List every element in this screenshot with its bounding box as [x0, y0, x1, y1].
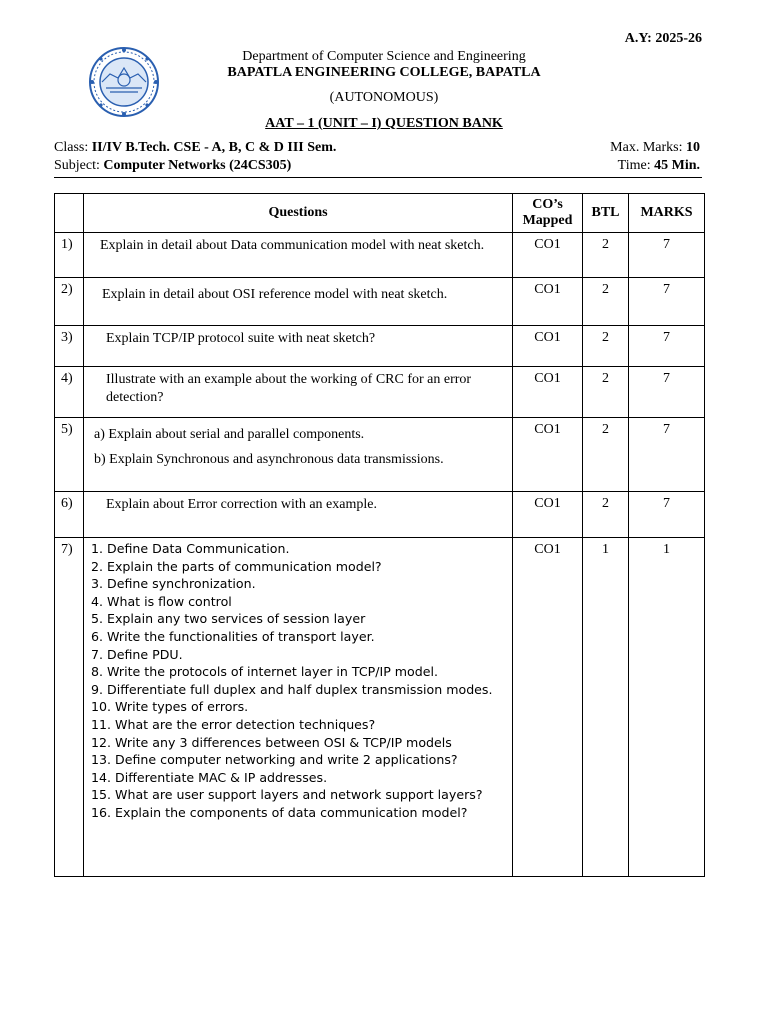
department-name: Department of Computer Science and Engineering [242, 49, 526, 64]
table-row [55, 492, 705, 538]
table-row [55, 326, 705, 367]
list-item: 10. Write types of errors. [91, 699, 249, 715]
question-text: Explain TCP/IP protocol suite with neat sketch? [84, 326, 513, 367]
table-row [55, 278, 705, 326]
marks: 7 [629, 367, 705, 418]
subject-label: Subject: [54, 158, 104, 173]
table-row [55, 367, 705, 418]
class-label: Class: [54, 140, 92, 155]
question-number: 7) [55, 538, 84, 877]
list-item: 8. Write the protocols of internet layer in TCP/IP model. [91, 664, 439, 680]
list-item: 1. Define Data Communication. [91, 541, 290, 556]
btl-level: 2 [583, 278, 629, 326]
btl-level: 2 [583, 367, 629, 418]
question-text: Explain in detail about Data communication model with neat sketch. [84, 233, 513, 278]
marks: 7 [629, 326, 705, 367]
college-name: BAPATLA ENGINEERING COLLEGE, BAPATLA [227, 65, 541, 80]
header-co-line2: Mapped [522, 213, 573, 228]
question-text: Illustrate with an example about the working of CRC for an error detection? [84, 367, 513, 418]
list-item: 2. Explain the parts of communication model? [91, 558, 382, 574]
btl-level: 2 [583, 233, 629, 278]
header-divider [54, 177, 702, 178]
time-label: Time: [617, 158, 655, 173]
list-item: 13. Define computer networking and write 2 applications? [91, 752, 458, 768]
subject-row [54, 158, 700, 174]
marks: 7 [629, 278, 705, 326]
header-questions: Questions [84, 194, 513, 233]
list-item: 4. What is flow control [91, 593, 232, 609]
table-header-row [55, 194, 705, 233]
question-number: 1) [55, 233, 84, 278]
time [618, 158, 700, 174]
max-marks-value: 10 [686, 140, 700, 155]
list-item: 16. Explain the components of data communication model? [91, 804, 468, 820]
question-text [84, 418, 513, 492]
page-title: AAT – 1 (UNIT – I) QUESTION BANK [265, 116, 503, 131]
btl-level: 1 [583, 538, 629, 877]
academic-year: A.Y: 2025-26 [624, 31, 702, 46]
class-row [54, 140, 700, 156]
question-part-b: b) Explain Synchronous and asynchronous data transmissions. [94, 452, 444, 467]
question-text: Explain in detail about OSI reference model with neat sketch. [84, 278, 513, 326]
question-number: 6) [55, 492, 84, 538]
header-marks: MARKS [629, 194, 705, 233]
question-number: 4) [55, 367, 84, 418]
max-marks [610, 140, 700, 156]
co-mapped: CO1 [513, 538, 583, 877]
list-item: 12. Write any 3 differences between OSI & TCP/IP models [91, 734, 452, 750]
list-item: 15. What are user support layers and network support layers? [91, 787, 483, 803]
autonomous-label: (AUTONOMOUS) [329, 90, 439, 105]
class-value: II/IV B.Tech. CSE - A, B, C & D III Sem. [91, 140, 337, 155]
header-btl: BTL [583, 194, 629, 233]
time-value: 45 Min. [654, 158, 700, 173]
header-co-line1: CO’s [532, 197, 563, 212]
max-marks-label: Max. Marks: [610, 140, 686, 155]
list-item: 5. Explain any two services of session layer [91, 611, 366, 627]
question-table [54, 193, 705, 877]
header-co [513, 194, 583, 233]
table-row [55, 233, 705, 278]
question-number: 2) [55, 278, 84, 326]
list-item: 9. Differentiate full duplex and half duplex transmission modes. [91, 681, 493, 697]
question-part-a: a) Explain about serial and parallel components. [94, 427, 365, 442]
question-text: Explain about Error correction with an example. [84, 492, 513, 538]
marks: 7 [629, 492, 705, 538]
btl-level: 2 [583, 418, 629, 492]
table-row [55, 418, 705, 492]
list-item: 14. Differentiate MAC & IP addresses. [91, 769, 328, 785]
table-row [55, 538, 705, 877]
list-item: 7. Define PDU. [91, 646, 183, 662]
co-mapped: CO1 [513, 278, 583, 326]
question-number: 5) [55, 418, 84, 492]
marks: 1 [629, 538, 705, 877]
marks: 7 [629, 233, 705, 278]
marks: 7 [629, 418, 705, 492]
list-item: 11. What are the error detection techniques? [91, 716, 376, 732]
co-mapped: CO1 [513, 492, 583, 538]
question-number: 3) [55, 326, 84, 367]
btl-level: 2 [583, 492, 629, 538]
list-item: 3. Define synchronization. [91, 576, 256, 592]
list-item: 6. Write the functionalities of transport layer. [91, 628, 375, 644]
co-mapped: CO1 [513, 326, 583, 367]
header-num [55, 194, 84, 233]
btl-level: 2 [583, 326, 629, 367]
subject-value: Computer Networks (24CS305) [103, 158, 292, 173]
co-mapped: CO1 [513, 367, 583, 418]
co-mapped: CO1 [513, 233, 583, 278]
short-questions-list [84, 538, 513, 877]
co-mapped: CO1 [513, 418, 583, 492]
